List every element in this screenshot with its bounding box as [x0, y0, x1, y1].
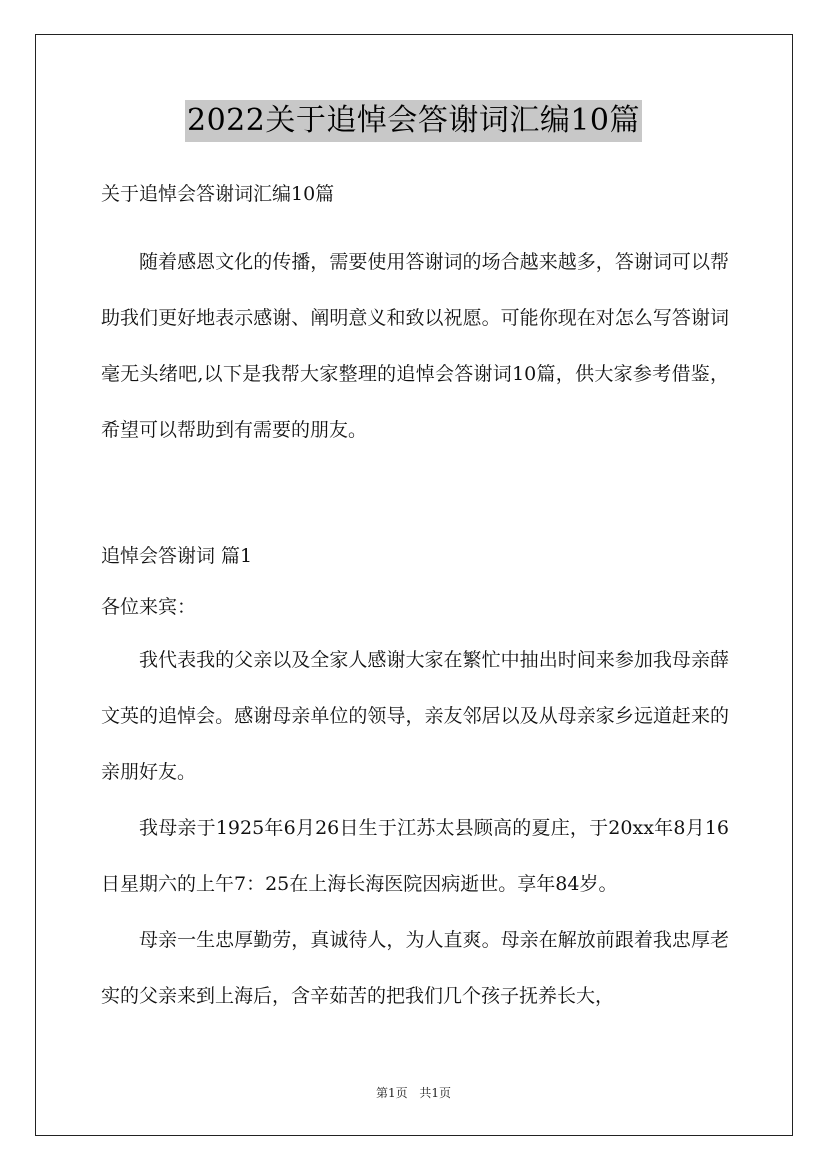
intro-paragraph: 随着感恩文化的传播，需要使用答谢词的场合越来越多，答谢词可以帮助我们更好地表示感谢、阐明意义和致以祝愿。可能你现在对怎么写答谢词毫无头绪吧,以下是我帮大家整理的追悼会答谢词10篇，供大家参考借鉴，希望可以帮助到有需要的朋友。: [101, 251, 729, 441]
title-container: [0, 100, 827, 142]
page-total: 共1页: [419, 1086, 452, 1100]
page-number: 第1页: [375, 1086, 408, 1100]
document-body: [101, 174, 729, 1024]
document-title: 2022关于追悼会答谢词汇编10篇: [185, 100, 642, 142]
body-paragraph-2: 我母亲于1925年6月26日生于江苏太县顾高的夏庄，于20xx年8月16日星期六的上午7：25在上海长海医院因病逝世。享年84岁。: [101, 817, 729, 895]
page-footer: [0, 1084, 827, 1101]
section-heading: 追悼会答谢词 篇1: [101, 545, 253, 567]
section-spacer: [101, 458, 729, 500]
body-paragraph-3: 母亲一生忠厚勤劳，真诚待人，为人直爽。母亲在解放前跟着我忠厚老实的父亲来到上海后，含辛茹苦的把我们几个孩子抚养长大，: [101, 929, 729, 1007]
salutation: 各位来宾：: [101, 596, 197, 618]
body-paragraph-1: 我代表我的父亲以及全家人感谢大家在繁忙中抽出时间来参加我母亲薛文英的追悼会。感谢母亲单位的领导，亲友邻居以及从母亲家乡远道赶来的亲朋好友。: [101, 649, 729, 783]
document-subtitle: 关于追悼会答谢词汇编10篇: [101, 183, 335, 205]
